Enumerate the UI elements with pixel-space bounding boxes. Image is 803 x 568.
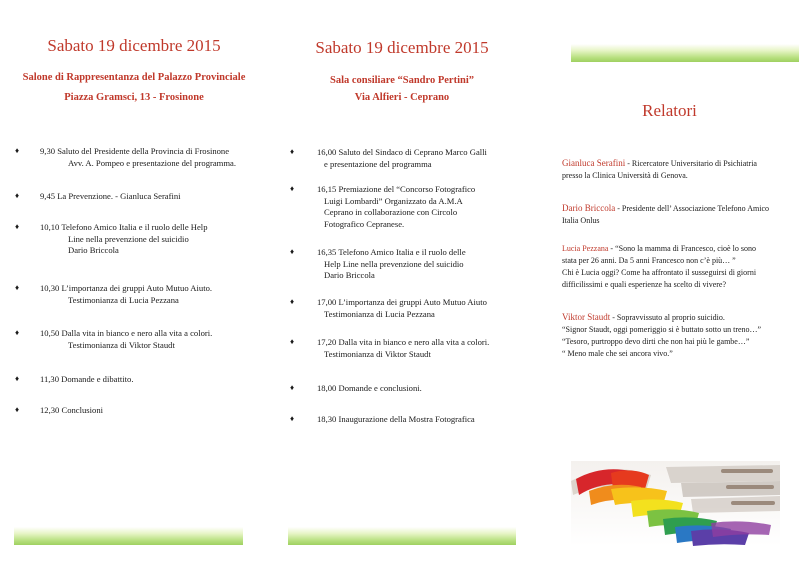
bullet-icon: ♦	[15, 191, 20, 200]
bullet-icon: ♦	[290, 147, 295, 156]
program-column-ceprano: Sabato 19 dicembre 2015 Sala consiliare “Sandro Pertini” Via Alfieri - Ceprano ♦ 16,00 Saluto del Sindaco di Ceprano Marco Galli e presentazione del programma ♦ 16,15 Premiazione del “Concorso Fotografico Luigi Lombardi” Organizzato da A.M.A Ceprano in collaborazione con Circolo Fotografico Cepranese. ♦ 16,35 Telefono Amico Italia e il ruolo delle Help Line nella prevenzione del suicidio Dario Briccola ♦ 17,00 L’importanza dei gruppi Auto Mutuo Aiuto Testimonianza di Lucia Pezzana ♦ 17,20 Dalla vita in bianco e nero alla vita a colori. Testimonianza di Viktor Staudt ♦ 18,00 Domande e conclusioni. ♦ 18,30 Inaugurazione della Mostra Fotografica	[268, 0, 536, 568]
speaker-name: Lucia Pezzana	[562, 244, 609, 253]
speaker-staudt: Viktor Staudt - Sopravvissuto al proprio suicidio. “Signor Staudt, oggi pomeriggio si è buttato sotto un treno…” “Tesoro, purtroppo devo dirti che non hai più le gambe…” “ Meno male che sei ancora vivo.”	[562, 312, 762, 358]
bullet-icon: ♦	[290, 337, 295, 346]
bullet-icon: ♦	[15, 405, 20, 414]
bullet-icon: ♦	[290, 297, 295, 306]
venue-address: Piazza Gramsci, 13 - Frosinone	[64, 92, 204, 103]
green-footer-bar	[14, 527, 243, 545]
venue-name: Salone di Rappresentanza del Palazzo Provinciale	[22, 72, 246, 83]
venue-name: Sala consiliare “Sandro Pertini”	[330, 75, 474, 86]
bullet-icon: ♦	[15, 222, 20, 231]
bullet-icon: ♦	[290, 184, 295, 193]
event-date: Sabato 19 dicembre 2015	[315, 38, 489, 57]
bullet-icon: ♦	[290, 414, 295, 423]
bullet-icon: ♦	[15, 283, 20, 292]
speaker-name: Gianluca Serafini	[562, 158, 626, 168]
speakers-title: Relatori	[642, 101, 697, 120]
venue-address: Via Alfieri - Ceprano	[354, 92, 450, 103]
bullet-icon: ♦	[290, 383, 295, 392]
speaker-serafini: Gianluca Serafini - Ricercatore Universitario di Psichiatria presso la Clinica Università di Genova.	[562, 158, 757, 180]
event-date: Sabato 19 dicembre 2015	[47, 36, 221, 55]
speaker-pezzana: Lucia Pezzana - “Sono la mamma di Francesco, cioè lo sono stata per 26 anni. Da 5 anni Francesco non c’è più… ” Chi è Lucia oggi? Come ha affrontato il susseguirsi di giorni difficilissimi e quali esperienze ha scelto di vivere?	[562, 244, 757, 289]
bullet-icon: ♦	[15, 146, 20, 155]
program-column-frosinone: Sabato 19 dicembre 2015 Salone di Rappresentanza del Palazzo Provinciale Piazza Gramsci, 13 - Frosinone ♦ 9,30 Saluto del Presidente della Provincia di Frosinone Avv. A. Pompeo e presentazione del programma. ♦ 9,45 La Prevenzione. - Gianluca Serafini ♦ 10,10 Telefono Amico Italia e il ruolo delle Help Line nella prevenzione del suicidio Dario Briccola ♦ 10,30 L’importanza dei gruppi Auto Mutuo Aiuto. Testimonianza di Lucia Pezzana ♦ 10,50 Dalla vita in bianco e nero alla vita a colori. Testimonianza di Viktor Staudt ♦ 11,30 Domande e dibattito. ♦ 12,30 Conclusioni	[0, 0, 268, 568]
bullet-icon: ♦	[15, 328, 20, 337]
bullet-icon: ♦	[290, 247, 295, 256]
speaker-briccola: Dario Briccola - Presidente dell’ Associazione Telefono Amico Italia Onlus	[562, 203, 770, 225]
paint-brushes-image	[571, 461, 780, 546]
speaker-name: Viktor Staudt	[562, 312, 611, 322]
green-footer-bar	[288, 527, 516, 545]
bullet-icon: ♦	[15, 374, 20, 383]
green-header-bar	[571, 44, 799, 62]
speaker-name: Dario Briccola	[562, 203, 616, 213]
